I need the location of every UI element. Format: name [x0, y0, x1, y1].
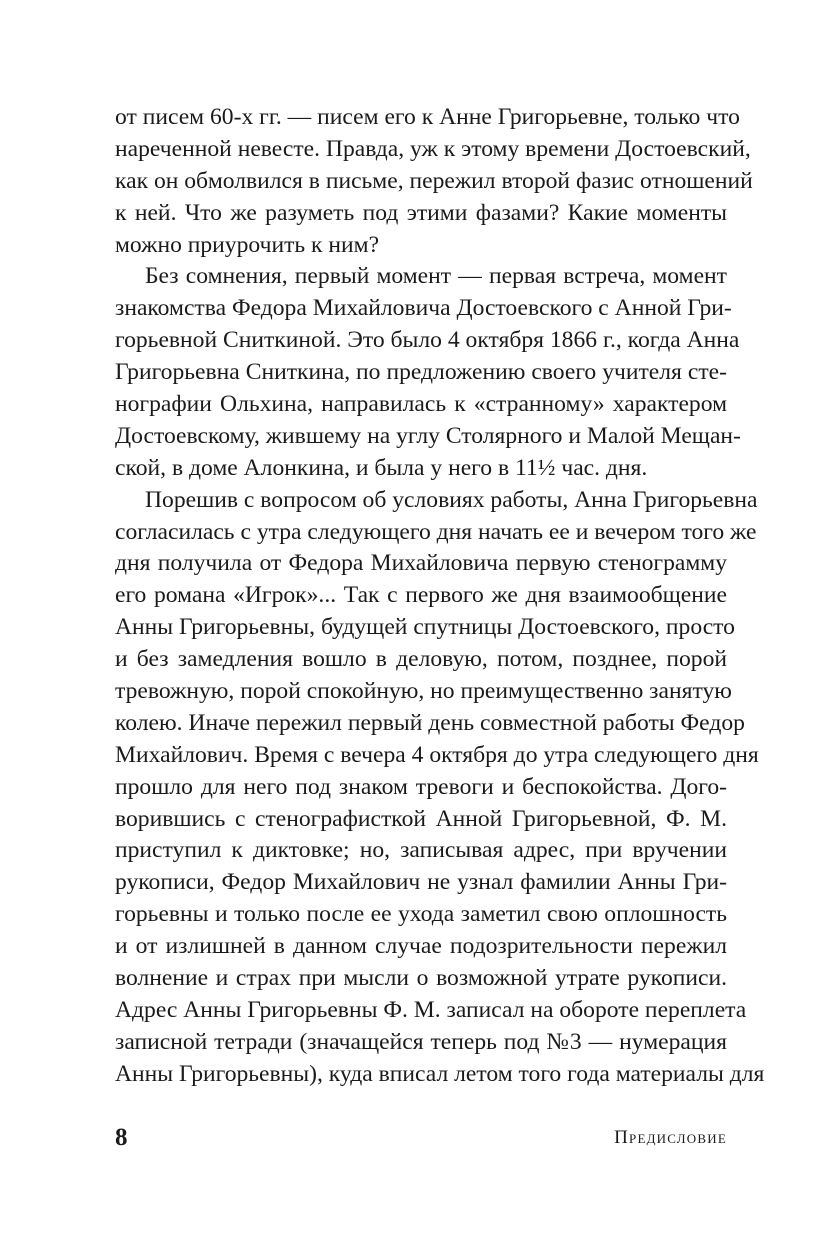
text-line: Григорьевна Сниткина, по предложению своего учителя сте-	[115, 359, 727, 386]
text-line: Без сомнения, первый момент — первая встреча, момент	[145, 263, 727, 290]
text-line: тревожную, порой спокойную, но преимущественно занятую	[115, 678, 732, 705]
text-line: нографии Ольхина, направилась к «странному» характером	[115, 391, 727, 418]
paragraph-2	[115, 261, 741, 484]
text-line: волнение и страх при мысли о возможной утрате рукописи.	[115, 965, 727, 992]
text-line: дня получила от Федора Михайловича первую стенограмму	[115, 550, 727, 577]
text-line: горьевной Сниткиной. Это было 4 октября 1866 г., когда Анна	[115, 327, 740, 354]
text-line: Достоевскому, жившему на углу Столярного и Малой Мещан-	[115, 422, 741, 449]
text-line: горьевны и только после ее ухода заметил свою оплошность	[115, 901, 727, 928]
text-line: приступил к диктовке; но, записывая адрес, при вручении	[115, 837, 727, 864]
text-line: Адрес Анны Григорьевны Ф. М. записал на обороте переплета	[115, 996, 747, 1023]
text-line: и от излишней в данном случае подозрительности пережил	[115, 933, 727, 960]
text-line: нареченной невесте. Правда, уж к этому времени Достоевский,	[115, 135, 751, 162]
text-line: как он обмолвился в письме, пережил второй фазис отношений	[115, 167, 753, 194]
text-line: знакомства Федора Михайловича Достоевского с Анной Гри-	[115, 295, 732, 322]
text-line: и без замедления вошло в деловую, потом, позднее, порой	[115, 646, 727, 673]
paragraph-3	[115, 485, 765, 1091]
text-line: его романа «Игрок»... Так с первого же дня взаимообщение	[115, 582, 727, 609]
page-number: 8	[115, 1124, 128, 1151]
text-line: записной тетради (значащейся теперь под №3 — нумерация	[115, 1028, 727, 1055]
text-line: от писем 60-х гг. — писем его к Анне Григорьевне, только что	[115, 104, 740, 130]
text-line: к ней. Что же разуметь под этими фазами? Какие моменты	[115, 199, 727, 226]
text-line: ской, в доме Алонкина, и была у него в 11½ час. дня.	[115, 454, 648, 481]
running-title: Предисловие	[614, 1127, 727, 1148]
text-line: прошло для него под знаком тревоги и беспокойства. Дого-	[115, 773, 727, 800]
text-line: колею. Иначе пережил первый день совместной работы Федор	[115, 709, 745, 736]
text-line: ворившись с стенографисткой Анной Григорьевной, Ф. М.	[115, 805, 727, 832]
text-line: рукописи, Федор Михайлович не узнал фамилии Анны Гри-	[115, 869, 727, 896]
text-line: Анны Григорьевны, будущей спутницы Достоевского, просто	[115, 614, 735, 641]
page-body	[115, 102, 765, 1091]
text-line: Порешив с вопросом об условиях работы, Анна Григорьевна	[145, 486, 758, 513]
paragraph-1	[115, 102, 753, 261]
text-line: можно приурочить к ним?	[115, 231, 380, 258]
text-line: Анны Григорьевны), куда вписал летом того года материалы для	[115, 1060, 765, 1087]
text-line: Михайлович. Время с вечера 4 октября до утра следующего дня	[115, 741, 759, 768]
text-line: согласилась с утра следующего дня начать ее и вечером того же	[115, 518, 757, 545]
page-footer	[115, 1120, 727, 1156]
